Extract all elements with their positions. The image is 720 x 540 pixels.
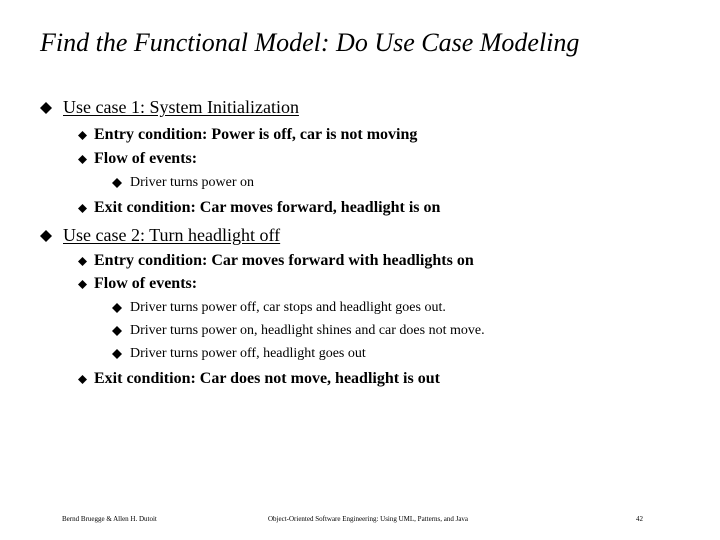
use-case-2-event-text-1: Driver turns power off, car stops and headlight goes out. xyxy=(130,300,446,315)
footer-authors: Bernd Bruegge & Allen H. Dutoit xyxy=(62,515,157,523)
footer-page-number: 42 xyxy=(636,515,643,523)
use-case-2-item xyxy=(40,225,280,246)
use-case-1-exit-condition: Exit condition: Car moves forward, headlight is on xyxy=(94,199,441,216)
use-case-2-exit-condition: Exit condition: Car does not move, headlight is out xyxy=(94,370,440,387)
square-bullet-icon xyxy=(78,155,87,164)
use-case-2-label: Use case 2: Turn headlight off xyxy=(63,225,281,245)
diamond-bullet-icon xyxy=(112,303,122,313)
use-case-2-event-item-1 xyxy=(112,300,446,316)
diamond-bullet-icon xyxy=(112,326,122,336)
square-bullet-icon xyxy=(78,375,87,384)
use-case-2-event-item-3 xyxy=(112,346,366,362)
diamond-bullet-icon xyxy=(40,102,52,114)
use-case-2-flow-item xyxy=(78,275,197,293)
use-case-1-item xyxy=(40,97,299,118)
use-case-1-flow-item xyxy=(78,150,197,168)
diamond-bullet-icon xyxy=(112,349,122,359)
use-case-2-event-text-3: Driver turns power off, headlight goes out xyxy=(130,346,366,361)
use-case-1-entry-item xyxy=(78,126,417,144)
square-bullet-icon xyxy=(78,204,87,213)
use-case-2-event-text-2: Driver turns power on, headlight shines and car does not move. xyxy=(130,323,485,338)
use-case-2-flow-label: Flow of events: xyxy=(94,275,198,292)
use-case-2-entry-condition: Entry condition: Car moves forward with headlights on xyxy=(94,252,474,269)
use-case-2-exit-item xyxy=(78,370,440,388)
use-case-2-entry-item xyxy=(78,252,474,270)
diamond-bullet-icon xyxy=(40,230,52,242)
use-case-1-label: Use case 1: System Initialization xyxy=(63,97,299,117)
use-case-1-entry-condition: Entry condition: Power is off, car is not moving xyxy=(94,126,418,143)
use-case-1-flow-label: Flow of events: xyxy=(94,150,198,167)
diamond-bullet-icon xyxy=(112,178,122,188)
square-bullet-icon xyxy=(78,131,87,140)
use-case-1-event-item xyxy=(112,175,254,191)
use-case-1-event-text: Driver turns power on xyxy=(130,175,255,190)
square-bullet-icon xyxy=(78,280,87,289)
footer-book-title: Object-Oriented Software Engineering: Using UML, Patterns, and Java xyxy=(268,515,469,523)
square-bullet-icon xyxy=(78,257,87,266)
slide-title: Find the Functional Model: Do Use Case Modeling xyxy=(40,28,580,57)
use-case-1-exit-item xyxy=(78,199,440,217)
use-case-2-event-item-2 xyxy=(112,323,485,339)
